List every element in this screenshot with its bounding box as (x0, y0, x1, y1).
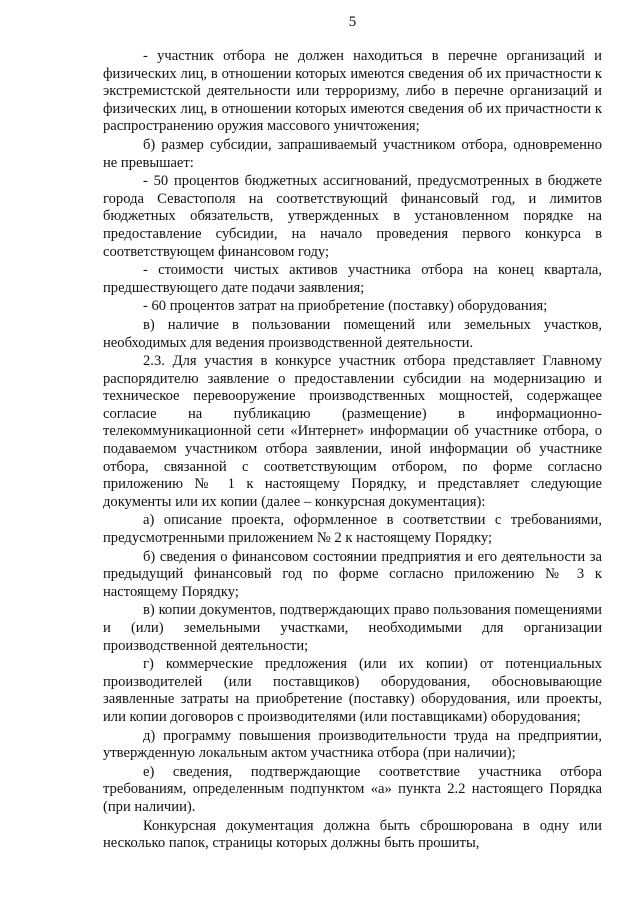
paragraph-net-assets: - стоимости чистых активов участника отбора на конец квартала, предшествующего дате подачи заявления; (103, 262, 602, 296)
paragraph-2-3: 2.3. Для участия в конкурсе участник отбора представляет Главному распорядителю заявление о предоставлении субсидии на модернизацию и техническое перевооружение производственных мощностей, содержащее согласие на публикацию (размещение) в информационно-телекоммуникационной сети «Интернет» информации об участнике отбора, о подаваемом участником отбора заявлении, иной информации об участнике отбора, связанной с соответствующим отбором, по форме согласно приложению № 1 к настоящему Порядку, и представляет следующие документы или их копии (далее – конкурсная документация): (103, 353, 602, 510)
paragraph-item-v: в) копии документов, подтверждающих право пользования помещениями и (или) земельными участками, необходимыми для организации производственной деятельности; (103, 602, 602, 654)
paragraph-item-e: е) сведения, подтверждающие соответствие участника отбора требованиям, определенным подпунктом «а» пункта 2.2 настоящего Порядка (при наличии). (103, 763, 602, 815)
paragraph-budget-limit: - 50 процентов бюджетных ассигнований, предусмотренных в бюджете города Севастополя на соответствующий финансовый год, и лимитов бюджетных обязательств, утвержденных в установленном порядке на предоставление субсидии, на начало проведения первого конкурса в соответствующем финансовом году; (103, 173, 602, 260)
paragraph-item-d: д) программу повышения производительности труда на предприятии, утвержденную локальным актом участника отбора (при наличии); (103, 727, 602, 762)
paragraph-item-g: г) коммерческие предложения (или их копии) от потенциальных производителей (или поставщиков) оборудования, обосновывающие заявленные затраты на приобретение (поставку) оборудования, или проекты, или копии договоров с производителями (или поставщиками) оборудования; (103, 656, 602, 725)
paragraph-subsidy-size: б) размер субсидии, запрашиваемый участником отбора, одновременно не превышает: (103, 136, 602, 171)
paragraph-extremism-criterion: - участник отбора не должен находиться в перечне организаций и физических лиц, в отношении которых имеются сведения об их причастности к экстремистской деятельности или терроризму, либо в перечне организаций и физических лиц, в отношении которых имеются сведения об их причастности к распространению оружия массового уничтожения; (103, 48, 602, 135)
paragraph-equipment-costs: - 60 процентов затрат на приобретение (поставку) оборудования; (143, 298, 548, 315)
page-number: 5 (348, 14, 357, 30)
paragraph-item-a: а) описание проекта, оформленное в соответствии с требованиями, предусмотренными приложением № 2 к настоящему Порядку; (103, 512, 602, 547)
paragraph-premises: в) наличие в пользовании помещений или земельных участков, необходимых для ведения производственной деятельности. (103, 316, 602, 351)
paragraph-binding-requirements: Конкурсная документация должна быть сброшюрована в одну или несколько папок, страницы которых должны быть прошиты, (103, 817, 602, 852)
paragraph-item-b: б) сведения о финансовом состоянии предприятия и его деятельности за предыдущий финансовый год по форме согласно приложению № 3 к настоящему Порядку; (103, 548, 602, 600)
